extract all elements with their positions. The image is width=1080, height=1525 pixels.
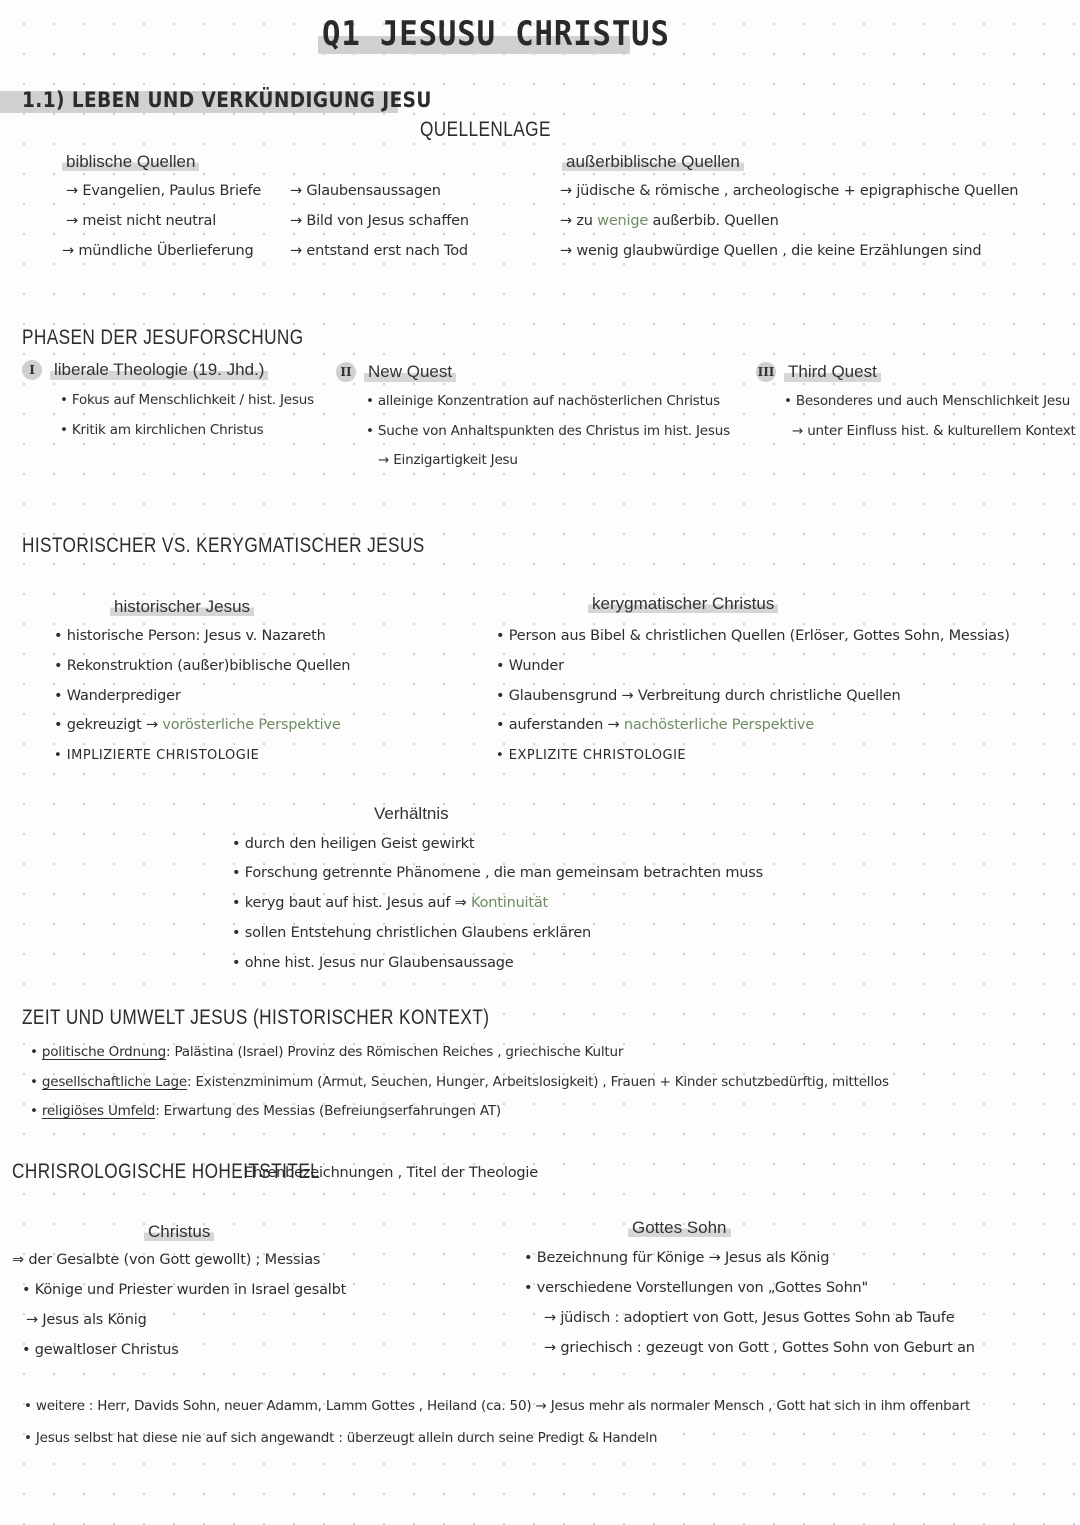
- phase-3-title: III Third Quest: [756, 362, 881, 382]
- context-item: • politische Ordnung: Palästina (Israel) Provinz des Römischen Reiches , griechische Kultur: [30, 1044, 624, 1060]
- phase-line: → Einzigartigkeit Jesu: [378, 452, 518, 468]
- kerygmatic-item: • Wunder: [496, 658, 564, 674]
- christus-item: → Jesus als König: [26, 1312, 147, 1328]
- titles-subheading: Ehrenbezeichnungen , Titel der Theologie: [244, 1165, 538, 1181]
- phase-line: • Besonderes und auch Menschlichkeit Jesu: [784, 393, 1071, 409]
- phase-1-title: I liberale Theologie (19. Jhd.): [22, 360, 268, 380]
- biblical-sources-title: biblische Quellen: [62, 152, 199, 172]
- relation-item: • sollen Entstehung christlichen Glaubens erklären: [232, 925, 592, 941]
- historic-item: • Rekonstruktion (außer)biblische Quellen: [54, 658, 351, 674]
- phase-line: • Kritik am kirchlichen Christus: [60, 422, 264, 438]
- son-of-god-title: Gottes Sohn: [628, 1218, 731, 1238]
- phase-line: • Fokus auf Menschlichkeit / hist. Jesus: [60, 392, 314, 408]
- biblical-item: → mündliche Überlieferung: [62, 243, 254, 259]
- historic-item: • gekreuzigt → vorösterliche Perspektive: [54, 717, 341, 733]
- phase-line: • alleinige Konzentration auf nachösterlichen Christus: [366, 393, 720, 409]
- context-item: • gesellschaftliche Lage: Existenzminimum (Armut, Seuchen, Hunger, Arbeitslosigkeit) , Frauen + Kinder schutzbedürftig, mittellos: [30, 1074, 889, 1090]
- son-of-god-item: → griechisch : gezeugt von Gott , Gottes Sohn von Geburt an: [544, 1340, 975, 1356]
- phase-number-badge: II: [336, 362, 356, 382]
- phase-number-badge: I: [22, 360, 42, 380]
- relation-item: • durch den heiligen Geist gewirkt: [232, 836, 475, 852]
- sources-heading: QUELLENLAGE: [420, 118, 551, 141]
- son-of-god-item: → jüdisch : adoptiert von Gott, Jesus Gottes Sohn ab Taufe: [544, 1310, 955, 1326]
- relation-item: • keryg baut auf hist. Jesus auf ⇒ Kontinuität: [232, 895, 549, 911]
- son-of-god-item: • Bezeichnung für Könige → Jesus als König: [524, 1250, 830, 1266]
- extra-biblical-item: → jüdische & römische , archeologische + epigraphische Quellen: [560, 183, 1019, 199]
- historic-item: • IMPLIZIERTE CHRISTOLOGIE: [54, 748, 260, 763]
- kerygmatic-item: • Glaubensgrund → Verbreitung durch christliche Quellen: [496, 688, 901, 704]
- phase-line: • Suche von Anhaltspunkten des Christus im hist. Jesus: [366, 423, 730, 439]
- context-item: • religiöses Umfeld: Erwartung des Messias (Befreiungserfahrungen AT): [30, 1103, 501, 1119]
- christus-item: • Könige und Priester wurden in Israel gesalbt: [22, 1282, 347, 1298]
- titles-extra: • Jesus selbst hat diese nie auf sich angewandt : überzeugt allein durch seine Predigt & Handeln: [24, 1430, 658, 1446]
- son-of-god-item: • verschiedene Vorstellungen von „Gottes Sohn": [524, 1280, 869, 1296]
- historic-jesus-title: historischer Jesus: [110, 597, 254, 617]
- christus-title: Christus: [144, 1222, 214, 1242]
- phase-line: → unter Einfluss hist. & kulturellem Kontext: [792, 423, 1076, 439]
- extra-biblical-title: außerbiblische Quellen: [562, 152, 744, 172]
- relation-item: • ohne hist. Jesus nur Glaubensaussage: [232, 955, 514, 971]
- context-heading: ZEIT UND UMWELT JESUS (HISTORISCHER KONTEXT): [22, 1006, 490, 1029]
- phases-heading: PHASEN DER JESUFORSCHUNG: [22, 326, 304, 349]
- kerygmatic-christ-title: kerygmatischer Christus: [588, 594, 778, 614]
- hist-vs-keryg-heading: HISTORISCHER VS. KERYGMATISCHER JESUS: [22, 534, 425, 557]
- relation-title: Verhältnis: [374, 804, 449, 823]
- biblical-item: → meist nicht neutral: [66, 213, 217, 229]
- section-title: 1.1) LEBEN UND VERKÜNDIGUNG JESU: [22, 88, 432, 112]
- biblical-item: → Evangelien, Paulus Briefe: [66, 183, 262, 199]
- titles-extra: • weitere : Herr, Davids Sohn, neuer Adamm, Lamm Gottes , Heiland (ca. 50) → Jesus mehr als normaler Mensch , Gott hat sich in ihm offenbart: [24, 1398, 971, 1414]
- christus-item: ⇒ der Gesalbte (von Gott gewollt) ; Messias: [12, 1252, 321, 1268]
- christus-item: • gewaltloser Christus: [22, 1342, 179, 1358]
- phase-2-title: II New Quest: [336, 362, 456, 382]
- kerygmatic-item: • Person aus Bibel & christlichen Quellen (Erlöser, Gottes Sohn, Messias): [496, 628, 1010, 644]
- historic-item: • historische Person: Jesus v. Nazareth: [54, 628, 326, 644]
- biblical-item: → entstand erst nach Tod: [290, 243, 468, 259]
- titles-heading: CHRISROLOGISCHE HOHEITSTITEL: [12, 1160, 321, 1183]
- biblical-item: → Glaubensaussagen: [290, 183, 441, 199]
- relation-item: • Forschung getrennte Phänomene , die man gemeinsam betrachten muss: [232, 865, 763, 881]
- phase-number-badge: III: [756, 362, 776, 382]
- historic-item: • Wanderprediger: [54, 688, 181, 704]
- kerygmatic-item: • auferstanden → nachösterliche Perspektive: [496, 717, 815, 733]
- kerygmatic-item: • EXPLIZITE CHRISTOLOGIE: [496, 748, 687, 763]
- extra-biblical-item: → zu wenige außerbib. Quellen: [560, 213, 779, 229]
- page-title: Q1 JESUSU CHRISTUS: [322, 14, 670, 54]
- biblical-item: → Bild von Jesus schaffen: [290, 213, 469, 229]
- extra-biblical-item: → wenig glaubwürdige Quellen , die keine Erzählungen sind: [560, 243, 982, 259]
